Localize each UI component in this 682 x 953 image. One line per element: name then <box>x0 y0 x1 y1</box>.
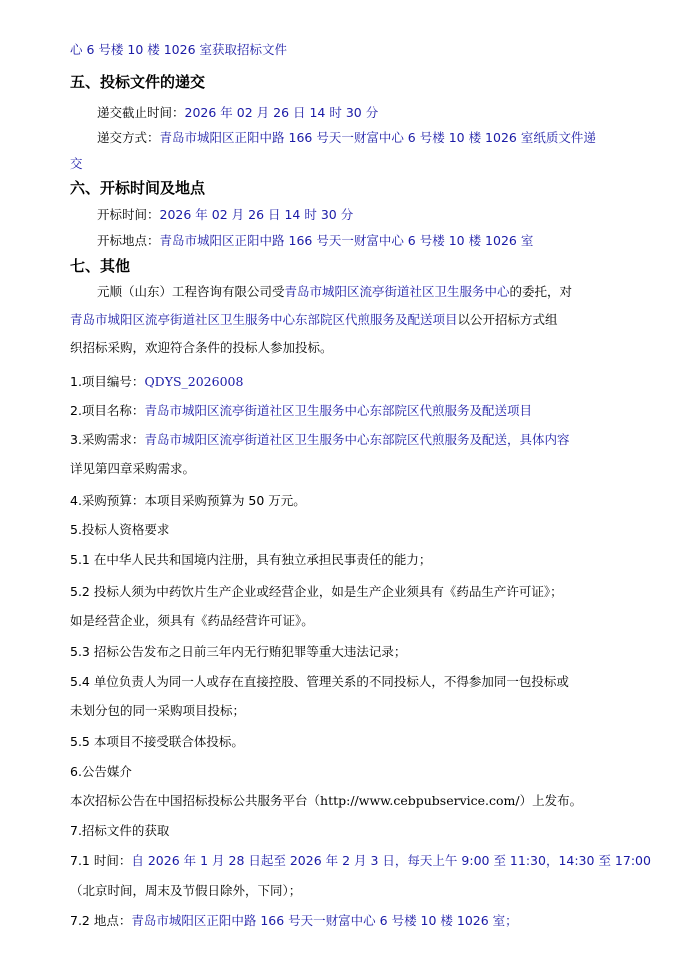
open-place-line: 开标地点：青岛市城阳区正阳中路 166 号天一财富中心 6 号楼 10 楼 1026 室 <box>97 233 534 248</box>
qualification-5-4: 5.4 单位负责人为同一人或存在直接控股、管理关系的不同投标人，不得参加同一包投标或 <box>70 674 569 689</box>
media-heading: 6.公告媒介 <box>70 764 132 779</box>
budget-line: 4.采购预算：本项目采购预算为 50 万元。 <box>70 493 306 508</box>
submit-method-line: 递交方式：青岛市城阳区正阳中路 166 号天一财富中心 6 号楼 10 楼 1026 室纸质文件递 <box>97 130 596 145</box>
platform-url: http://www.cebpubservice.com/ <box>320 793 520 808</box>
procurement-need-cont: 详见第四章采购需求。 <box>70 461 196 476</box>
qualification-5-1: 5.1 在中华人民共和国境内注册，具有独立承担民事责任的能力； <box>70 552 432 567</box>
paragraph-line: 元顺（山东）工程咨询有限公司受青岛市城阳区流亭街道社区卫生服务中心的委托，对 <box>97 284 573 299</box>
media-line: 本次招标公告在中国招标投标公共服务平台（http://www.cebpubservice.com/）上发布。 <box>70 793 583 808</box>
qualification-5-5: 5.5 本项目不接受联合体投标。 <box>70 734 244 749</box>
acquisition-time-line: 7.1 时间：自 2026 年 1 月 28 日起至 2026 年 2 月 3 日，每天上午 9:00 至 11:30，14:30 至 17:00 <box>70 853 651 868</box>
project-number-line: 1.项目编号：QDYS_2026008 <box>70 374 244 389</box>
qualification-heading: 5.投标人资格要求 <box>70 522 170 537</box>
project-name-line: 2.项目名称：青岛市城阳区流亭街道社区卫生服务中心东部院区代煎服务及配送项目 <box>70 403 532 418</box>
doc-acquisition-heading: 7.招标文件的获取 <box>70 823 170 838</box>
section-heading-6: 六、开标时间及地点 <box>70 179 206 197</box>
open-time-line: 开标时间：2026 年 02 月 26 日 14 时 30 分 <box>97 207 354 222</box>
qualification-5-2: 5.2 投标人须为中药饮片生产企业或经营企业，如是生产企业须具有《药品生产许可证》； <box>70 584 563 599</box>
acquisition-place-line: 7.2 地点：青岛市城阳区正阳中路 166 号天一财富中心 6 号楼 10 楼 1026 室； <box>70 913 518 928</box>
paragraph-line: 织招标采购，欢迎符合条件的投标人参加投标。 <box>70 340 333 355</box>
procurement-need-line: 3.采购需求：青岛市城阳区流亭街道社区卫生服务中心东部院区代煎服务及配送，具体内容 <box>70 432 570 447</box>
submit-method-cont: 交 <box>70 156 83 171</box>
paragraph-line: 青岛市城阳区流亭街道社区卫生服务中心东部院区代煎服务及配送项目以公开招标方式组 <box>70 312 558 327</box>
qualification-5-3: 5.3 招标公告发布之日前三年内无行贿犯罪等重大违法记录； <box>70 644 407 659</box>
qualification-5-2-cont: 如是经营企业，须具有《药品经营许可证》。 <box>70 613 314 628</box>
section-heading-5: 五、投标文件的递交 <box>70 73 206 91</box>
qualification-5-4-cont: 未划分包的同一采购项目投标； <box>70 703 246 718</box>
deadline-line: 递交截止时间：2026 年 02 月 26 日 14 时 30 分 <box>97 105 379 120</box>
acquisition-time-cont: （北京时间，周末及节假日除外，下同）； <box>70 883 302 898</box>
section-heading-7: 七、其他 <box>70 257 131 275</box>
text-line: 心 6 号楼 10 楼 1026 室获取招标文件 <box>70 42 288 57</box>
